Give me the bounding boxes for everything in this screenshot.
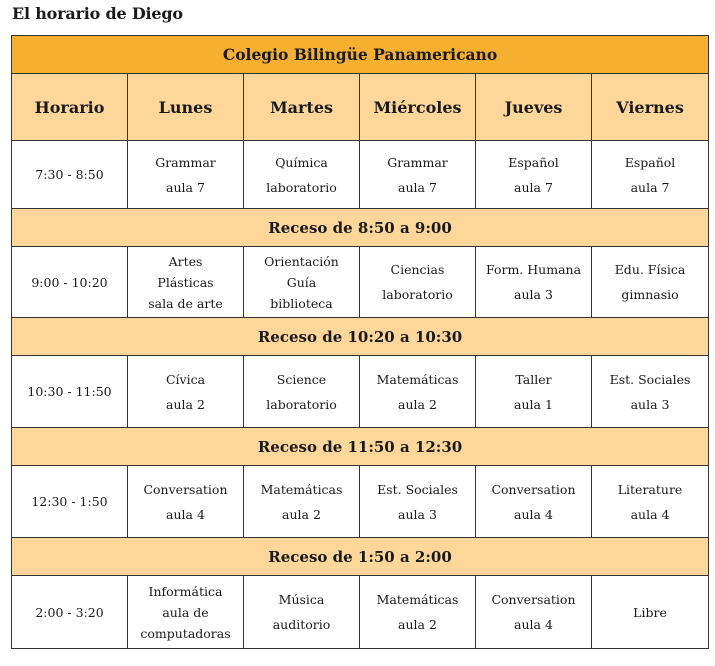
table-row [12,356,709,428]
room: aula 4 [514,617,553,632]
room: laboratorio [382,287,453,302]
class-cell [476,141,592,209]
room: aula 3 [514,287,553,302]
subject: Química [275,154,328,170]
header-viernes: Viernes [592,74,709,141]
class-cell [128,576,244,649]
room: aula 3 [398,506,437,522]
subject: Español [508,154,559,170]
time-cell: 2:00 - 3:20 [12,576,128,649]
room: aula 2 [282,506,321,522]
room: aula 7 [166,179,205,195]
room: aula 4 [514,506,553,522]
subject: Libre [633,604,667,620]
subject: Conversation [491,592,576,607]
class-cell [476,356,592,428]
time-cell: 10:30 - 11:50 [12,356,128,428]
room: aula 2 [166,396,205,412]
class-cell [476,576,592,649]
break-row [12,209,709,247]
subject: Taller [515,371,552,387]
subject: Grammar [387,154,448,170]
break-label: Receso de 8:50 a 9:00 [12,209,709,247]
break-label: Receso de 11:50 a 12:30 [12,428,709,466]
break-row [12,318,709,356]
class-cell [592,141,709,209]
class-cell [360,141,476,209]
subject: Est. Sociales [609,371,691,387]
table-row [12,141,709,209]
room: aula 1 [514,396,553,412]
subject: Orientación [264,253,339,269]
room: aula 4 [630,506,670,522]
class-cell [244,466,360,538]
room: aula 7 [398,179,437,195]
room: aula 4 [166,506,205,522]
subject: Literature [617,481,683,497]
class-cell [244,356,360,428]
break-row [12,538,709,576]
table-row [12,576,709,649]
time-cell: 9:00 - 10:20 [12,247,128,318]
break-label: Receso de 1:50 a 2:00 [12,538,709,576]
subject: Form. Humana [485,262,582,277]
class-cell [476,247,592,318]
subject: Edu. Física [614,262,686,277]
header-lunes: Lunes [128,74,244,141]
page-title: El horario de Diego [12,4,183,23]
subject: Matemáticas [376,371,459,387]
subject-line-2: Guía [286,274,317,290]
class-cell [128,141,244,209]
subject: Est. Sociales [377,481,458,497]
room: aula 3 [630,396,670,412]
room: biblioteca [270,295,333,311]
class-cell [592,356,709,428]
school-header-row [12,36,709,74]
class-cell [244,576,360,649]
room: auditorio [272,617,331,632]
room: aula 2 [398,617,437,632]
room: aula 7 [630,179,670,195]
subject: Grammar [155,154,216,170]
header-horario: Horario [12,74,128,141]
subject: Matemáticas [260,481,343,497]
subject: Artes [168,253,203,269]
class-cell [592,466,709,538]
header-martes: Martes [244,74,360,141]
class-cell [360,356,476,428]
subject: Conversation [491,481,576,497]
subject: Science [276,371,327,387]
break-label: Receso de 10:20 a 10:30 [12,318,709,356]
class-cell [360,247,476,318]
subject: Español [624,154,676,170]
room-line-2: computadoras [140,625,231,641]
time-cell: 12:30 - 1:50 [12,466,128,538]
subject: Ciencias [390,262,445,277]
class-cell [244,141,360,209]
schedule-table [11,35,709,649]
room: aula 7 [514,179,553,195]
class-cell [592,576,709,649]
subject: Matemáticas [376,592,459,607]
room: laboratorio [266,396,337,412]
room: sala de arte [148,295,223,311]
class-cell [128,356,244,428]
class-cell [128,247,244,318]
room: laboratorio [266,179,337,195]
header-miercoles: Miércoles [360,74,476,141]
table-row [12,247,709,318]
subject: Informática [148,583,223,599]
time-cell: 7:30 - 8:50 [12,141,128,209]
table-row [12,466,709,538]
class-cell [360,466,476,538]
room: aula de [162,604,209,620]
room: aula 2 [398,396,437,412]
column-header-row [12,74,709,141]
school-name: Colegio Bilingüe Panamericano [12,36,709,74]
subject: Conversation [143,481,228,497]
class-cell [592,247,709,318]
subject: Música [278,592,325,607]
subject-line-2: Plásticas [157,274,214,290]
header-jueves: Jueves [476,74,592,141]
class-cell [128,466,244,538]
break-row [12,428,709,466]
room: gimnasio [621,287,679,302]
class-cell [476,466,592,538]
class-cell [360,576,476,649]
class-cell [244,247,360,318]
subject: Cívica [165,371,206,387]
